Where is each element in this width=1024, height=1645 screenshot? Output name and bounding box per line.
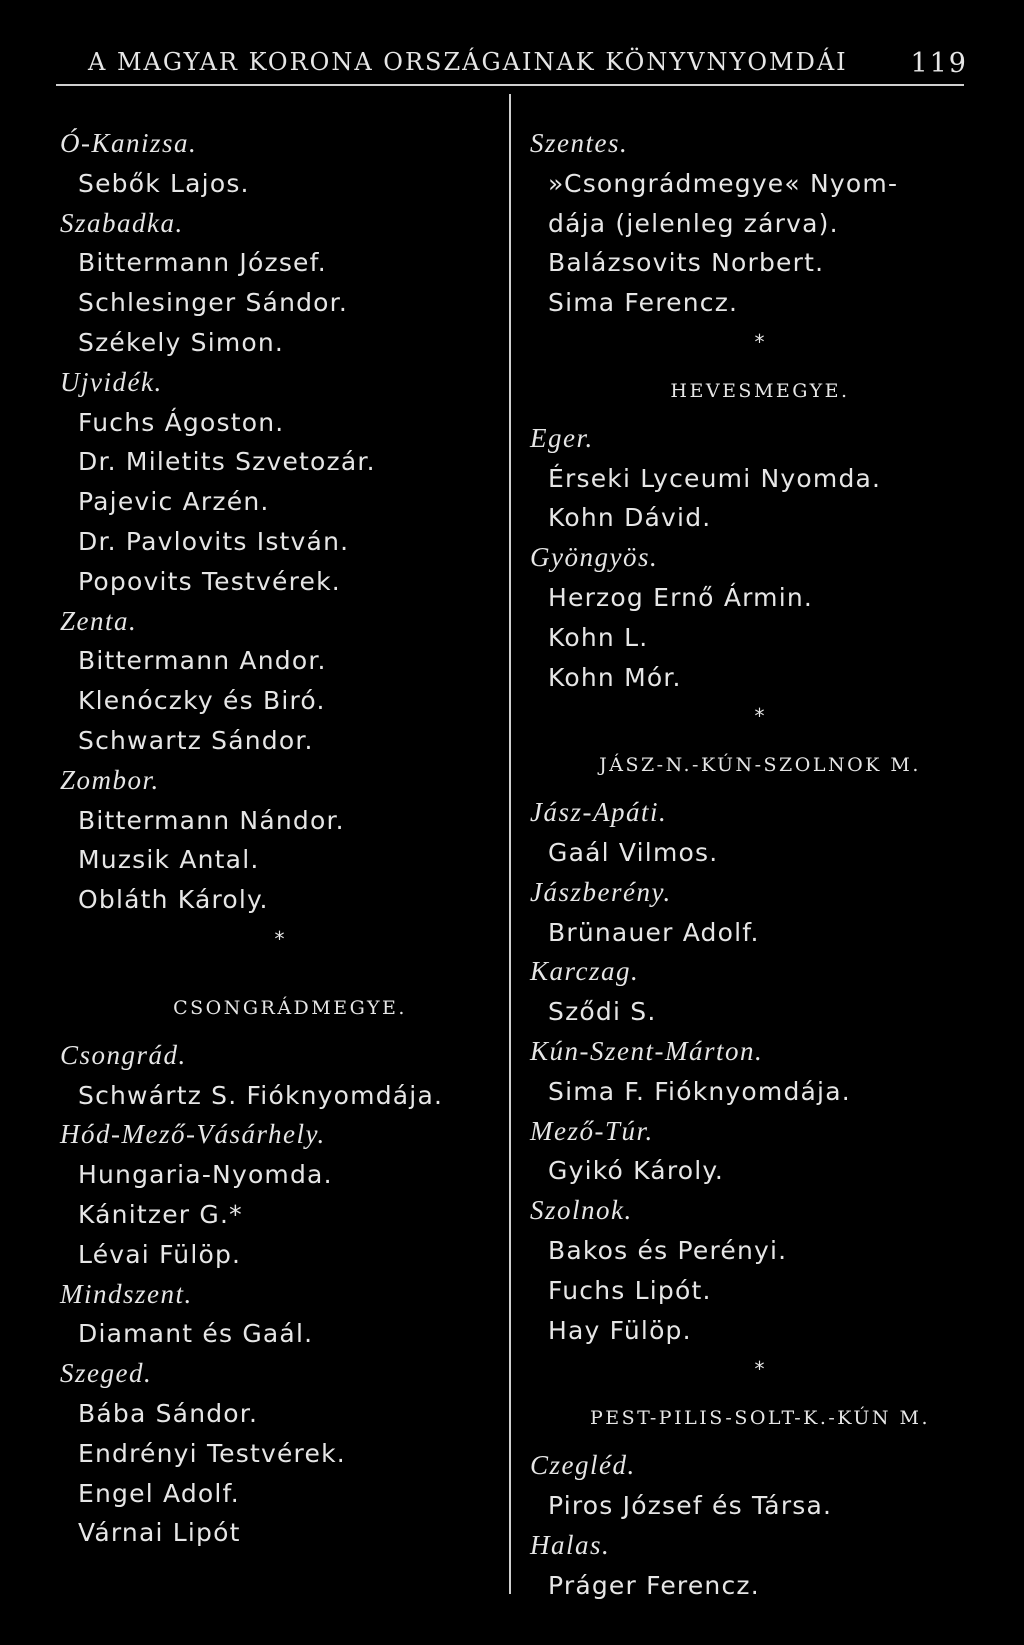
place-heading: Karczag. [530,956,640,987]
printer-name: Schlesinger Sándor. [78,288,349,318]
place-heading: Szabadka. [60,207,184,238]
printer-name: Schwartz Sándor. [78,725,314,755]
printer-name: Obláth Károly. [78,885,269,915]
printer-name: Pajevic Arzén. [78,487,270,517]
section-heading-csongradmegye: CSONGRÁDMEGYE. [173,996,407,1019]
place-heading: Mező-Túr. [530,1115,654,1146]
spacer [60,960,500,980]
printer-name: Várnai Lipót [78,1518,241,1548]
printer-name: Kohn L. [548,622,649,652]
place-heading: Gyöngyös. [530,542,659,573]
place-heading: Szentes. [530,128,629,158]
place-heading: Jászberény. [530,876,672,907]
printer-name: Bittermann Andor. [78,646,327,676]
printer-name: »Csongrádmegye« Nyom- [548,168,899,198]
printer-name: Székely Simon. [78,327,285,357]
printer-name: Klenóczky és Biró. [78,686,326,716]
printer-name: Bakos és Perényi. [548,1235,788,1265]
printer-name: Herzog Ernő Ármin. [548,582,814,612]
printer-name: Engel Adolf. [78,1478,240,1508]
printer-name: Gyikó Károly. [548,1156,724,1186]
right-group-3 [530,793,990,1350]
place-heading: Czegléd. [530,1450,636,1481]
place-heading: Kún-Szent-Márton. [530,1035,764,1066]
printer-name: Lévai Fülöp. [78,1239,242,1269]
printer-name: Sződi S. [548,997,657,1027]
printer-name: Bittermann Nándor. [78,805,345,835]
printer-name: Kohn Mór. [548,662,682,692]
right-group-2 [530,419,990,698]
printer-name: Hungaria-Nyomda. [78,1160,333,1190]
page-number: 119 [910,48,968,79]
star-ornament: * [754,704,766,729]
left-column [60,124,500,1553]
printer-name: Bittermann József. [78,248,327,278]
printer-name: Érseki Lyceumi Nyomda. [548,463,882,493]
printer-name: Brünauer Adolf. [548,917,760,947]
star-ornament: * [274,926,286,951]
place-heading: Jász-Apáti. [530,797,668,828]
header-rule [56,84,964,86]
printer-name: Endrényi Testvérek. [78,1438,346,1468]
printer-name: Sima F. Fióknyomdája. [548,1076,851,1106]
printer-name: Diamant és Gaál. [78,1319,314,1349]
right-column [530,124,990,1605]
running-head-title: A MAGYAR KORONA ORSZÁGAINAK KÖNYVNYOMDÁI [88,48,848,76]
printer-name: Piros József és Társa. [548,1490,833,1520]
place-heading: Halas. [530,1529,611,1560]
printer-name: Popovits Testvérek. [78,566,341,596]
section-heading-hevesmegye: HEVESMEGYE. [670,379,850,402]
printer-name: Fuchs Ágoston. [78,407,285,437]
printer-name: Kánitzer G.* [78,1199,243,1229]
place-heading: Ó-Kanizsa. [60,128,198,158]
printer-name: Muzsik Antal. [78,845,260,875]
section-heading-jasz-kun-szolnok: JÁSZ-N.-KÚN-SZOLNOK M. [599,754,921,777]
place-heading: Zenta. [60,605,138,636]
place-heading: Hód-Mező-Vásárhely. [60,1119,326,1150]
printer-name: Fuchs Lipót. [548,1275,712,1305]
printer-name: Dr. Miletits Szvetozár. [78,447,376,477]
place-heading: Ujvidék. [60,366,163,397]
printer-name: Dr. Pavlovits István. [78,526,350,556]
printer-name: Bába Sándor. [78,1398,259,1428]
star-ornament: * [754,329,766,354]
printer-name: Schwártz S. Fióknyomdája. [78,1080,444,1110]
printer-name: Hay Fülöp. [548,1315,692,1345]
printer-name: dája (jelenleg zárva). [548,208,839,238]
printer-name: Sima Ferencz. [548,288,739,318]
star-ornament: * [754,1357,766,1382]
printer-name: Kohn Dávid. [548,503,712,533]
left-group-1 [60,124,500,920]
printer-name: Práger Ferencz. [548,1570,760,1600]
place-heading: Eger. [530,422,594,453]
place-heading: Mindszent. [60,1278,193,1309]
place-heading: Csongrád. [60,1039,187,1070]
place-heading: Szeged. [60,1358,153,1389]
column-divider [509,94,511,1594]
section-heading-pest-pilis-solt-kun: PEST-PILIS-SOLT-K.-KÚN M. [589,1407,930,1430]
right-group-1 [530,124,990,323]
left-group-2 [60,1036,500,1553]
printer-name: Gaál Vilmos. [548,837,719,867]
place-heading: Zombor. [60,764,160,795]
right-group-4 [530,1446,990,1605]
printer-name: Balázsovits Norbert. [548,248,825,278]
printer-name: Sebők Lajos. [78,168,250,198]
place-heading: Szolnok. [530,1195,633,1226]
